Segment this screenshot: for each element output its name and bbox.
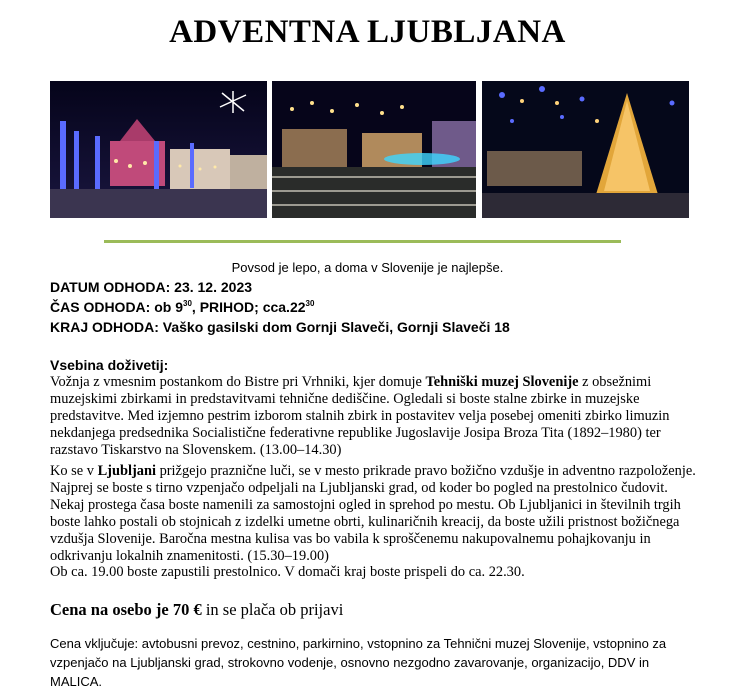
departure-date-label: DATUM ODHODA: [50,279,171,295]
paragraph-museum-intro: Vožnja z vmesnim postankom do Bistre pri Vrhniki, kjer domuje [50,374,426,390]
departure-place-line [50,319,510,335]
departure-date-line [50,279,252,295]
price-includes: Cena vključuje: avtobusni prevoz, cestnino, parkirnino, vstopnino za Tehnični muzej Slovenije, vstopnino za vzpenjačo na Ljubljanski grad, strokovno vodenje, osnovno nezgodno zavarovanje, organizacijo, DDV in MALICA. [50,636,667,690]
museum-name: Tehniški muzej Slovenije [425,374,579,390]
photo-christmas-tree [482,81,689,218]
departure-time-hour: ob 9 [154,299,184,315]
price-payment-note: in se plača ob prijavi [201,600,344,619]
green-divider-line [104,240,621,243]
departure-time-line [50,299,314,315]
city-name: Ljubljani [97,463,156,479]
paragraph-ljubljana [50,463,700,581]
page-title: ADVENTNA LJUBLJANA [169,14,566,50]
motto-text: Povsod je lepo, a doma v Slovenije je najlepše. [231,260,504,275]
departure-date-value: 23. 12. 2023 [174,279,253,295]
departure-place-value: Vaško gasilski dom Gornji Slaveči, Gornji Slaveči 18 [162,319,510,335]
arrival-time-minutes: 30 [305,299,315,308]
paragraph-ljubljana-intro: Ko se v [50,463,98,479]
arrival-time-value [263,299,315,315]
paragraph-museum-rest: z obsežnimi muzejskimi zbirkami in predstavitvami tehnične dediščine. Ogledali si boste stalne zbirke in muzejske predstavitve. Med izjemno pestrim izborom stalnih zbirk in postavitev velja posebej omeniti zbirko limuzin nekdanjega predsednika Socialistične federativne republike Jugoslavije Josipa Broza Tita (1892–1980) ter razstavo Tiskarstvo na Slovenskem. (13.00–14.30) [50,374,670,458]
departure-time-minutes: 30 [183,299,192,308]
arrival-time-hour: cca.22 [262,299,306,315]
photo-ljubljanica-river [272,81,476,218]
departure-time-value [154,299,192,315]
section-title: Vsebina doživetij: [50,357,169,373]
arrival-label: , PRIHOD; [191,299,259,315]
departure-time-label: ČAS ODHODA: [50,299,151,315]
price-amount: Cena na osebo je 70 € [50,600,202,619]
departure-place-label: KRAJ ODHODA: [50,319,159,335]
price-line [50,600,343,620]
paragraph-ljubljana-rest: prižgejo praznične luči, se v mesto prikrade pravo božično vzdušje in adventno razpoloženje. Najprej se boste s tirno vzpenjačo odpeljali na Ljubljanski grad, od koder bo pogled na prestolnico čudovit. Nekaj prostega časa boste namenili za samostojni ogled in sprehod po mestu. Ob Ljubljanici in številnih trgih boste lahko postali ob stojnicah z izdelki umetne obrti, kulinaričnih kreacij, da boste užili pristnost božičnega vzdušja Slovenije. Baročna mestna kulisa vas bo vabila k sproščenemu nakupovalnemu pohajkovanju in odkrivanju lokalnih znamenitosti. (15.30–19.00) [50,463,696,564]
paragraph-return: Ob ca. 19.00 boste zapustili prestolnico. V domači kraj boste prispeli do ca. 22.30. [50,564,525,581]
paragraph-museum [50,374,700,459]
photo-preseren-square [50,81,267,218]
